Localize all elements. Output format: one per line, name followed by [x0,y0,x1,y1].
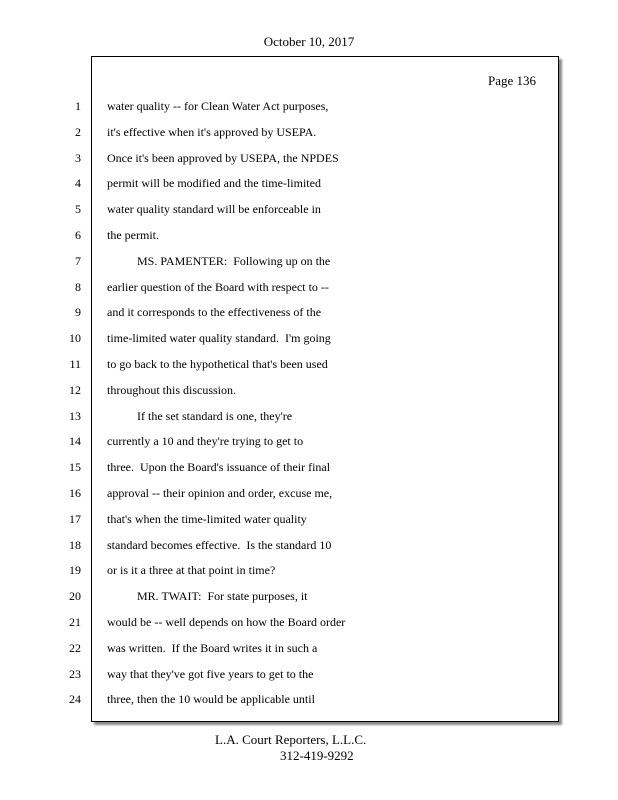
line-text: three. Upon the Board's issuance of their final [107,460,331,475]
line-number: 23 [69,666,81,681]
line-number: 16 [69,485,81,500]
line-number: 10 [69,331,81,346]
transcript-line [75,223,558,249]
transcript-line [69,507,558,533]
line-text: throughout this discussion. [107,382,237,397]
line-number: 5 [75,202,81,217]
transcript-line [69,455,558,481]
transcript-line [75,171,558,197]
line-text: that's when the time-limited water quality [107,511,307,526]
line-text: currently a 10 and they're trying to get to [107,434,304,449]
transcript-line [75,94,558,120]
line-text: Once it's been approved by USEPA, the NPDES [107,150,339,165]
line-number: 21 [69,614,81,629]
transcript-line [75,120,558,146]
line-number: 9 [75,305,81,320]
transcript-line [69,429,558,455]
page-date: October 10, 2017 [263,34,355,49]
line-number: 6 [75,227,81,242]
transcript-page [69,56,559,722]
transcript-line [75,275,558,301]
line-number: 13 [69,408,81,423]
line-number: 19 [69,563,81,578]
line-number: 20 [69,589,81,604]
line-number: 4 [75,176,81,191]
line-number: 8 [75,279,81,294]
line-text: If the set standard is one, they're [107,408,293,423]
line-text: water quality standard will be enforceable in [107,202,321,217]
transcript-line [69,610,558,636]
line-text: the permit. [107,227,159,242]
line-number: 7 [75,253,81,268]
line-number: 18 [69,537,81,552]
line-text: MS. PAMENTER: Following up on the [107,253,331,268]
line-text: time-limited water quality standard. I'm going [107,331,331,346]
transcript-line [69,687,558,713]
transcript-line [69,636,558,662]
line-text: earlier question of the Board with respect to -- [107,279,329,294]
line-text: permit will be modified and the time-limited [107,176,321,191]
reporter-phone: 312-419-9292 [280,748,354,763]
line-number: 22 [69,640,81,655]
line-text: standard becomes effective. Is the standard 10 [107,537,332,552]
transcript-line [69,378,558,404]
line-number: 15 [69,460,81,475]
transcript-line [69,662,558,688]
line-text: MR. TWAIT: For state purposes, it [107,589,308,604]
line-number: 17 [69,511,81,526]
line-text: would be -- well depends on how the Board order [107,614,346,629]
line-text: or is it a three at that point in time? [107,563,276,578]
transcript-line [69,481,558,507]
line-text: to go back to the hypothetical that's been used [107,356,328,371]
line-number: 2 [75,124,81,139]
line-text: it's effective when it's approved by USEPA. [107,124,317,139]
line-number: 1 [75,99,81,113]
line-number: 24 [69,692,81,707]
transcript-line [75,197,558,223]
reporter-company: L.A. Court Reporters, L.L.C. [215,732,367,747]
line-number: 14 [69,434,81,449]
line-text: water quality -- for Clean Water Act purposes, [107,99,329,113]
transcript-line [75,300,558,326]
transcript-line [69,584,558,610]
line-number: 11 [69,356,81,371]
transcript-line [69,326,558,352]
line-text: way that they've got five years to get to the [107,666,314,681]
line-text: approval -- their opinion and order, excuse me, [107,485,333,500]
transcript-line [69,404,558,430]
transcript-line [75,146,558,172]
line-text: and it corresponds to the effectiveness of the [107,305,322,320]
transcript-line [69,558,558,584]
transcript-line [75,249,558,275]
transcript-line [69,352,558,378]
line-text: was written. If the Board writes it in such a [107,640,318,655]
transcript-line [69,533,558,559]
line-number: 3 [75,150,81,165]
transcript-lines [69,94,558,713]
line-number: 12 [69,382,81,397]
line-text: three, then the 10 would be applicable until [107,692,315,707]
page-number: Page 136 [487,73,536,88]
